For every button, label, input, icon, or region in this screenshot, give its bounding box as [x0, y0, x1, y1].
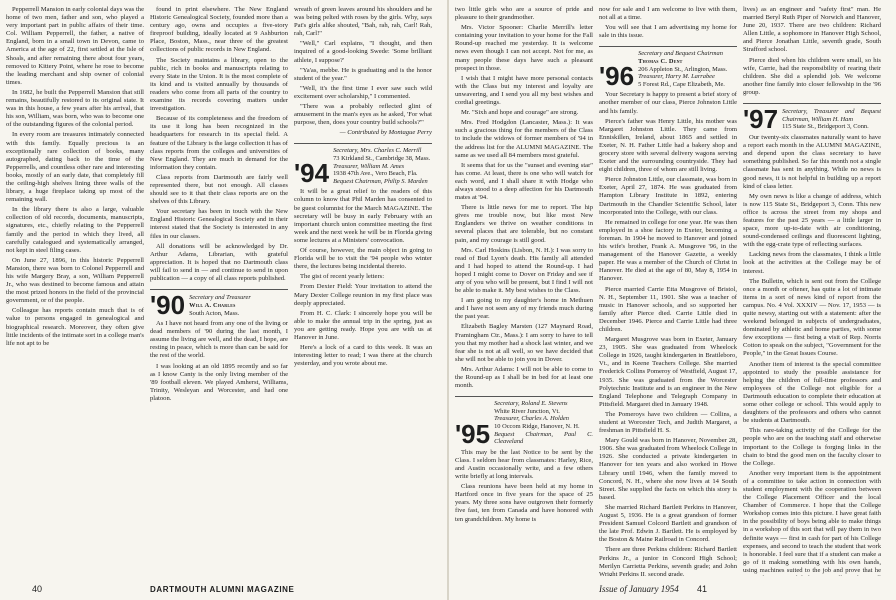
right-page: [449, 0, 896, 600]
paragraph: now for sale and I am welcome to live with them, not all at a time.: [599, 6, 737, 22]
class-address: White River Junction, Vt.: [494, 407, 560, 415]
paragraph: Mr. "Sixh and hope and courage" are strong.: [461, 109, 579, 117]
paragraph: two little girls who are a source of pride and pleasure to their grandmother.: [455, 6, 593, 22]
paragraph: Our twenty-six classmates naturally want to have a report each month in the ALUMNI MAGAZINE, and depend upon the class secretary to have something published. So far this month not a single classmate has sent in anything. While no news is good news, it is not helpful in building up a report kind of class letter.: [743, 134, 881, 190]
paragraph: wreath of green leaves around his shoulders and he was being pelted with roses by the girls. Why, says Pat's girls alike shouted, "Bah, rah, rah, Carl! Rah, rah, Carl!": [294, 6, 432, 38]
class-address: 10 Occom Ridge, Hanover, N. H.: [494, 423, 580, 430]
paragraph: In every room are treasures intimately connected with this family. Equally precious is an exceptionally rare collection of books, many autographed, dating back to the time of the Pepperrells, and countless other rare and interesting books, mostly of an early date, that completely fill the ceiling-high shelves lining three walls of the library, a huge fireplace taking up most of the remaining wall.: [6, 131, 144, 204]
class-1890-header: [150, 289, 288, 321]
left-column-2: [150, 6, 288, 576]
paragraph: Because of its completeness and the freedom of its use it long has been recognized in the headquarters for research in its special field. A feature of the Library is the large collection it has of class reports from the colleges and universities of New England. They are much in demand for the information they contain.: [150, 115, 288, 171]
class-address: South Acton, Mass.: [189, 309, 240, 317]
paragraph: Your Secretary is happy to present a brief story of another member of our class, Pierce Johnston Little and his family.: [599, 91, 737, 115]
paragraph: Of course, however, the main object in going to Florida will be to visit the '94 people who winter there, the lectures being incidental thereto.: [294, 247, 432, 271]
paragraph: I wish that I might have more personal contacts with the Class but my interest and loyalty are unwavering, and I send you all my best wishes and cordial greetings.: [455, 74, 593, 107]
paragraph: Class reports from Dartmouth are fairly well represented there, but not enough. All classes should see to it that their class reports are on the shelves of this Library.: [150, 173, 288, 206]
class-role: Secretary, Mrs. Charles C. Merrill: [333, 147, 422, 155]
paragraph: Class reunions have been held at my home in Hartford once in five years for the space of 25 years. My three sons have outgrown their formerly five fast, ten from Canada and have honored with ten grandchildren. My home is: [455, 483, 593, 523]
paragraph: "Well, it's the first time I ever saw such wild excitement over scholarship," I commented.: [294, 84, 432, 100]
paragraph: Another item of interest is the special committee appointed to study the possible assistance for helping the children of full-time professors and employees of the College not eligible for a Dartmouth education to complete their education at some other college or school. This would apply to daughters of the professors and others who cannot be students at Dartmouth.: [743, 360, 881, 425]
paragraph: It will be a great relief to the readers of this column to know that Phil Marden has consented to be guest columnist for the March MAGAZINE. The secretary will be busy in early February with an important church union committee meeting the first week and the next week he will be in Florida giving some lectures at a Ministers' convocation.: [294, 188, 432, 244]
paragraph: Colleague has reports contain much that is of value to persons engaged in genealogical and biographical research. Moreover, they often give little incidents of the intimate sort in a college man's life not apt to be: [6, 307, 144, 347]
paragraph: Mrs. Arthur Adams: I will not be able to come to the Round-up as I shall be in bed for at least one month.: [455, 365, 593, 390]
paragraph: Mrs. Fred Hodgdon (Lancaster, Mass.): It was such a gracious thing for the members of the Class to include the widows of former members of '94 in the address list for the ALUMNI MAGAZINE. The same as we used all 84 members most grateful.: [455, 119, 593, 159]
page-number: 40: [32, 584, 43, 594]
class-bequest-chairman: Bequest Chairman, Philip S. Marden: [333, 177, 428, 185]
paragraph: My own news is like a change of address, which is now 115 State St., Bridgeport 3, Conn. This new office is across the street from my shops and features for the past 25 years — a little larger in space, more up-to-date with air conditioning, sound-condensed ceilings and fluorescent lighting, with the egg-crate type of reflecting surfaces.: [743, 192, 881, 249]
class-year: '96: [599, 61, 635, 92]
paragraph: "There was a probably reflected glint of amusement in the man's eyes as he asked, 'For what purpose, then, does your country build schools?'": [294, 103, 432, 127]
paragraph: The Society maintains a library, open to the public, rich in books and manuscripts relating to every State in the Union. It is the most complete of its kind and is visited annually by thousands of readers who come from all parts of the country to examine its records covering matters under investigation.: [150, 56, 288, 113]
right-column-2: [599, 6, 737, 576]
class-treasurer: Treasurer, William M. Ames: [333, 162, 405, 170]
class-address: 206 Appleton St., Arlington, Mass.: [638, 65, 728, 73]
class-year: '94: [294, 158, 330, 189]
paragraph: Mrs. Carl Hoskins (Lisbon, N. H.): I was sorry to read of Bud Lyon's death. His family all attended and I had hoped to attend the Round-up. I had hoped I might come to Dover on Friday and see if any of you who will be present, but I find I will not be able to make it. My best wishes to the Class.: [455, 246, 593, 295]
paragraph: The gist of recent yearly letters:: [300, 273, 385, 281]
paragraph: Pierce died when his children were small, so his wife, Carrie, had the responsibility of rearing their children. She did a splendid job. We welcome another fine family into closer fellowship in the '96 group.: [743, 56, 881, 96]
class-treasurer: Treasurer, Charles A. Holden: [494, 415, 569, 423]
paragraph: As I have not heard from any one of the living or dead members of '90 during the last month, I assume the living are well, and the dead, I hope, are resting in peace, which is more than can be said for the rest of the world.: [150, 320, 288, 360]
paragraph: I was looking at an old 1895 recently and so far as I know Canty is the only living member of the '89 football eleven. We played Amherst, Williams, Trinity, Wesleyan and Worcester, and had one platoon.: [150, 362, 288, 402]
class-address: 1938 47th Ave., Vero Beach, Fla.: [333, 170, 418, 178]
issue-date: Issue of January 1954: [599, 584, 679, 594]
paragraph: The Pomeroys have two children — Collins, a student at Worcester Tech, and Judith Margaret, a freshman in Pittsfield H. S.: [599, 410, 737, 435]
class-bequest-chairman: Bequest Chairman, Paul C. Cleaveland: [494, 430, 593, 446]
paragraph: Mary Gould was born in Hanover, November 28, 1906. She was graduated from Wheelock College in 1926. She conducted a private kindergarten in Hanover for ten years and also worked in Howe Library until 1946, when the family moved to Concord, N. H., where she now lives at 14 South Street. She supplied the facts on which this story is based.: [599, 437, 737, 501]
paragraph: She married Richard Bartlett Perkins in Hanover, August 5, 1936. He is a great grandson of former President Samuel Colcord Bartlett and grandson of the late Prof. Edwin J. Bartlett. He is employed by the Boston & Maine Railroad in Concord.: [599, 503, 737, 544]
paragraph: Lacking news from the classmates, I think a little look at the activities at the College may be of interest.: [743, 251, 881, 275]
paragraph: This may be the last Notice to be sent by the Class. I seldom hear from classmates: Harley, Rice, and Austin occasionally write, and a few others write briefly at long intervals.: [455, 448, 593, 481]
paragraph: You will see that I am advertising my home for sale in this issue.: [599, 24, 737, 40]
paragraph: In the library there is also a large, valuable collection of old records, documents, manuscripts, signatures, etc., chiefly relating to the Pepperrell family and the period in which they lived, all carefully catalogued and systematically arranged, not kept in steel filing cases.: [6, 206, 144, 254]
class-address: 5 Forest Rd., Cape Elizabeth, Me.: [638, 80, 725, 88]
class-year: '97: [743, 104, 779, 135]
paragraph: He remained in college for one year. He was then employed in a shoe factory in Exeter, becoming a foreman. In 1904 he moved to Hanover and joined his wife's brother, Frank A. Musgrove '96, in the management of the Hanover Gazette, a weekly paper. He was a member of the Church of Christ in Hanover. He died at the age of 80, May 8, 1954 in Hanover.: [599, 218, 737, 283]
class-role: Secretary, Roland E. Stevens: [494, 400, 568, 408]
paragraph: Your secretary has been in touch with the New England Historic Genealogical Society and in their interest stated that the Society is interested in any files in our classes.: [150, 208, 288, 240]
page-number: 41: [697, 584, 708, 594]
class-secretary-name: Thomas C. Dent: [638, 57, 683, 65]
publication-title: DARTMOUTH ALUMNI MAGAZINE: [150, 585, 295, 594]
class-role: Secretary and Treasurer: [189, 294, 251, 302]
class-role: Secretary, Treasurer and Bequest Chairman, William H. Ham: [782, 108, 881, 123]
class-secretary-name: Will A. Charles: [189, 301, 236, 309]
quote: From Dexter Field: Your invitation to attend the Mary Dexter College reunion in my first place was deeply appreciated.: [294, 283, 432, 307]
paragraph: In 1682, he built the Pepperrell Mansion that still remains, beautifully restored to its original state. It was in this house, a few years after his arrival, that his son, William, was born, who was to become one of the outstanding figures of the colonial period.: [6, 88, 144, 129]
paragraph: lives) as an engineer and "safety first" man. He married Beryl Ruth Piper of Norwich and Hanover, June 20, 1937. There are two children: Richard Allen Little, a sophomore in Hanover High School, and Pierce Jonathan Little, seventh grade, South Strafford school.: [743, 6, 881, 54]
paragraph: Pierce Johnston Little, our classmate, was born in Exeter, April 27, 1874. He was graduated from Hampton Library Institute in 1892, entering Dartmouth in the Chandler Scientific School, later incorporated into the College, with our class.: [599, 176, 737, 216]
class-1895-header: [455, 396, 593, 449]
quote: Here's a lock of a card to this week. It was an interesting letter to read; I was there at the church yesterday, and you wrote about me.: [294, 344, 432, 368]
paragraph: Pierce's father was Henry Little, his mother was Margaret Johnston Little. They came from Enniskillen, Ireland, about 1865 and settled in Exeter, N. H. Father Little had a bakery shop and grocery store with several delivery wagons serving Exeter and the surrounding countryside. They had eight children, three of whom are still living.: [599, 117, 737, 174]
paragraph: Mrs. Victor Spooner: Charlie Merrill's letter containing your invitation to your home for the Fall Round-up reached me yesterday. It is welcome news even though I can not accept. Not for me, as many people these days have such a pleasant prospect in those.: [455, 24, 593, 72]
paragraph: All donations will be acknowledged by Dr. Arthur Adams, Librarian, with grateful appreciation. It is hoped that no Dartmouth class will fail to send in — and continue to send in upon publication — a copy of all class reports published.: [150, 242, 288, 282]
paragraph: It seems that for us the "sunset and evening star" has come. At least, there is one who will watch for each word, and I shall share it with Hodge who always stood to a deep affection for his Dartmouth mates at '94.: [455, 161, 593, 202]
paragraph: Pierce married Carrie Etta Musgrove of Bristol, N. H., September 11, 1901. She was a teacher of music in Hanover schools, and so supported her family after Pierce died. Carrie Little died in December 1946. Pierce and Carrie Little had three children.: [599, 285, 737, 333]
paragraph: found in print elsewhere. The New England Historic Genealogical Society, founded more than a century ago, owns and occupies a five-story fireproof building, ideally located at 9 Ashburton Place, Boston, Mass., near three of the greatest collections of public records in New England.: [150, 6, 288, 54]
paragraph: Elizabeth Bagley Marsten (127 Maynard Road, Framingham Ctr., Mass.): I am sorry to have to tell you that my mother had a shock last winter, and we fear she is not at all well, so we have decided that she will not be able to join you in Dover.: [455, 323, 593, 363]
left-page: [0, 0, 447, 600]
right-column-1: [455, 6, 593, 576]
class-address: 73 Kirkland St., Cambridge 38, Mass.: [333, 155, 431, 162]
paragraph: "Ya'as, mebbe. He is graduating and is the honor student of the year.": [294, 66, 432, 82]
class-1897-header: [743, 103, 881, 135]
class-1894-header: [294, 143, 432, 189]
paragraph: On June 27, 1896, in this historic Pepperrell Mansion, there was born to Colonel Pepperrell and his wife Margery Bray, a son, William Pepperrell Jr., who was destined to become famous and attain the most prized honors in the field of the provincial government, or of the people.: [6, 256, 144, 305]
paragraph: "Well," Carl explains, "I thought, and then inquired of a good-looking Swede: 'Some brilliant athlete, I suppose?': [294, 40, 432, 64]
class-treasurer: Treasurer, Harry M. Larrabee: [638, 73, 715, 81]
left-footer: [0, 580, 447, 594]
paragraph: Pepperrell Mansion in early colonial days was the home of two men, father and son, who played a very important part in public affairs of their time. Col. William Pepperrell, the father, a native of England, born in a small town in Devon, came to America at the age of 22, first settled at the Isle of Shoals, and after remaining there about four years, removed to Kittery Point, where he rose to become the leading merchant and ship owner of colonial times.: [6, 6, 144, 86]
quote: From H. C. Clark: I sincerely hope you will be able to make the annual trip in the spring, just as you are getting ready. Hope you are with us at Hanover in June.: [294, 309, 432, 341]
left-column-1: [6, 6, 144, 576]
contributor-signature: — Contributed by Montague Perry: [339, 129, 432, 137]
paragraph: Margaret Musgrove was born in Exeter, January 23, 1905. She was graduated from Wheelock College in 1926, taught kindergarten in Brattleboro, Vt., and in Keene Teachers College. She married Frederick Collins Pomeroy of Westfield, August 17, 1935. She was graduated from the Worcester Polytechnic Institute and is an engineer in the New England Telephone and Telegraph Company in Pittsfield. Margaret died in January 1948.: [599, 336, 737, 408]
paragraph: The Bulletin, which is sent out from the College once a month or oftener, has quite a lot of intimate items in a sort of news kind of report from the campus. No. 4 Vol. XXXIV — Nov. 17, 1953 — is quite newsy, starting out with a statement: after the weekend belonged in subjects of undergraduates, dominated by athletic and home parties, with some few exceptions — first being a visit of Rep. Norris Cotton to speak on the subject, "Government for the People," in the Great Issues Course.: [743, 277, 881, 358]
paragraph: Another very important item is the appointment of a committee to take action in connection with student employment with the cooperation between the College Placement Officer and the local Chamber of Commerce. I hope that the College Workshop comes into this picture. I have great faith in the possibility of boys being able to make things in a workshop of this sort that will pay them in two definite ways — first in cash for part of his College expenses, and second to teach the student that work is honorable. I feel sure that if a student can make a go of it making something with his own hands, using machines suited to the job and prove that he: [743, 469, 881, 574]
right-footer: [449, 580, 896, 594]
paragraph: This rare-taking activity of the College for the people who are on the teaching staff and otherwise important to the College is forging links in the chain to bind the good men on the faculty closer to the College.: [743, 427, 881, 467]
right-column-3: [743, 6, 881, 576]
class-year: '95: [455, 418, 491, 449]
paragraph: There is little news for me to report. The hip gives me trouble now, but like most New Englanders we thrive on weather conditions in several places that are tolerable, but no constant pain, and my courage is still good.: [455, 204, 593, 244]
class-address: 115 State St., Bridgeport 3, Conn.: [782, 123, 869, 131]
left-column-3: [294, 6, 432, 576]
class-1896-header: [599, 46, 737, 92]
class-year: '90: [150, 290, 186, 321]
class-role: Secretary and Bequest Chairman: [638, 50, 723, 58]
paragraph: I am going to my daughter's home in Methuen and I have not seen any of my friends much during the past year.: [455, 297, 593, 321]
paragraph: There are three Perkins children: Richard Bartlett Perkins Jr., a junior in Concord High School; Merilyn Carrietta Perkins, seventh grade; and John Wright Perkins II, second grade.: [599, 546, 737, 576]
